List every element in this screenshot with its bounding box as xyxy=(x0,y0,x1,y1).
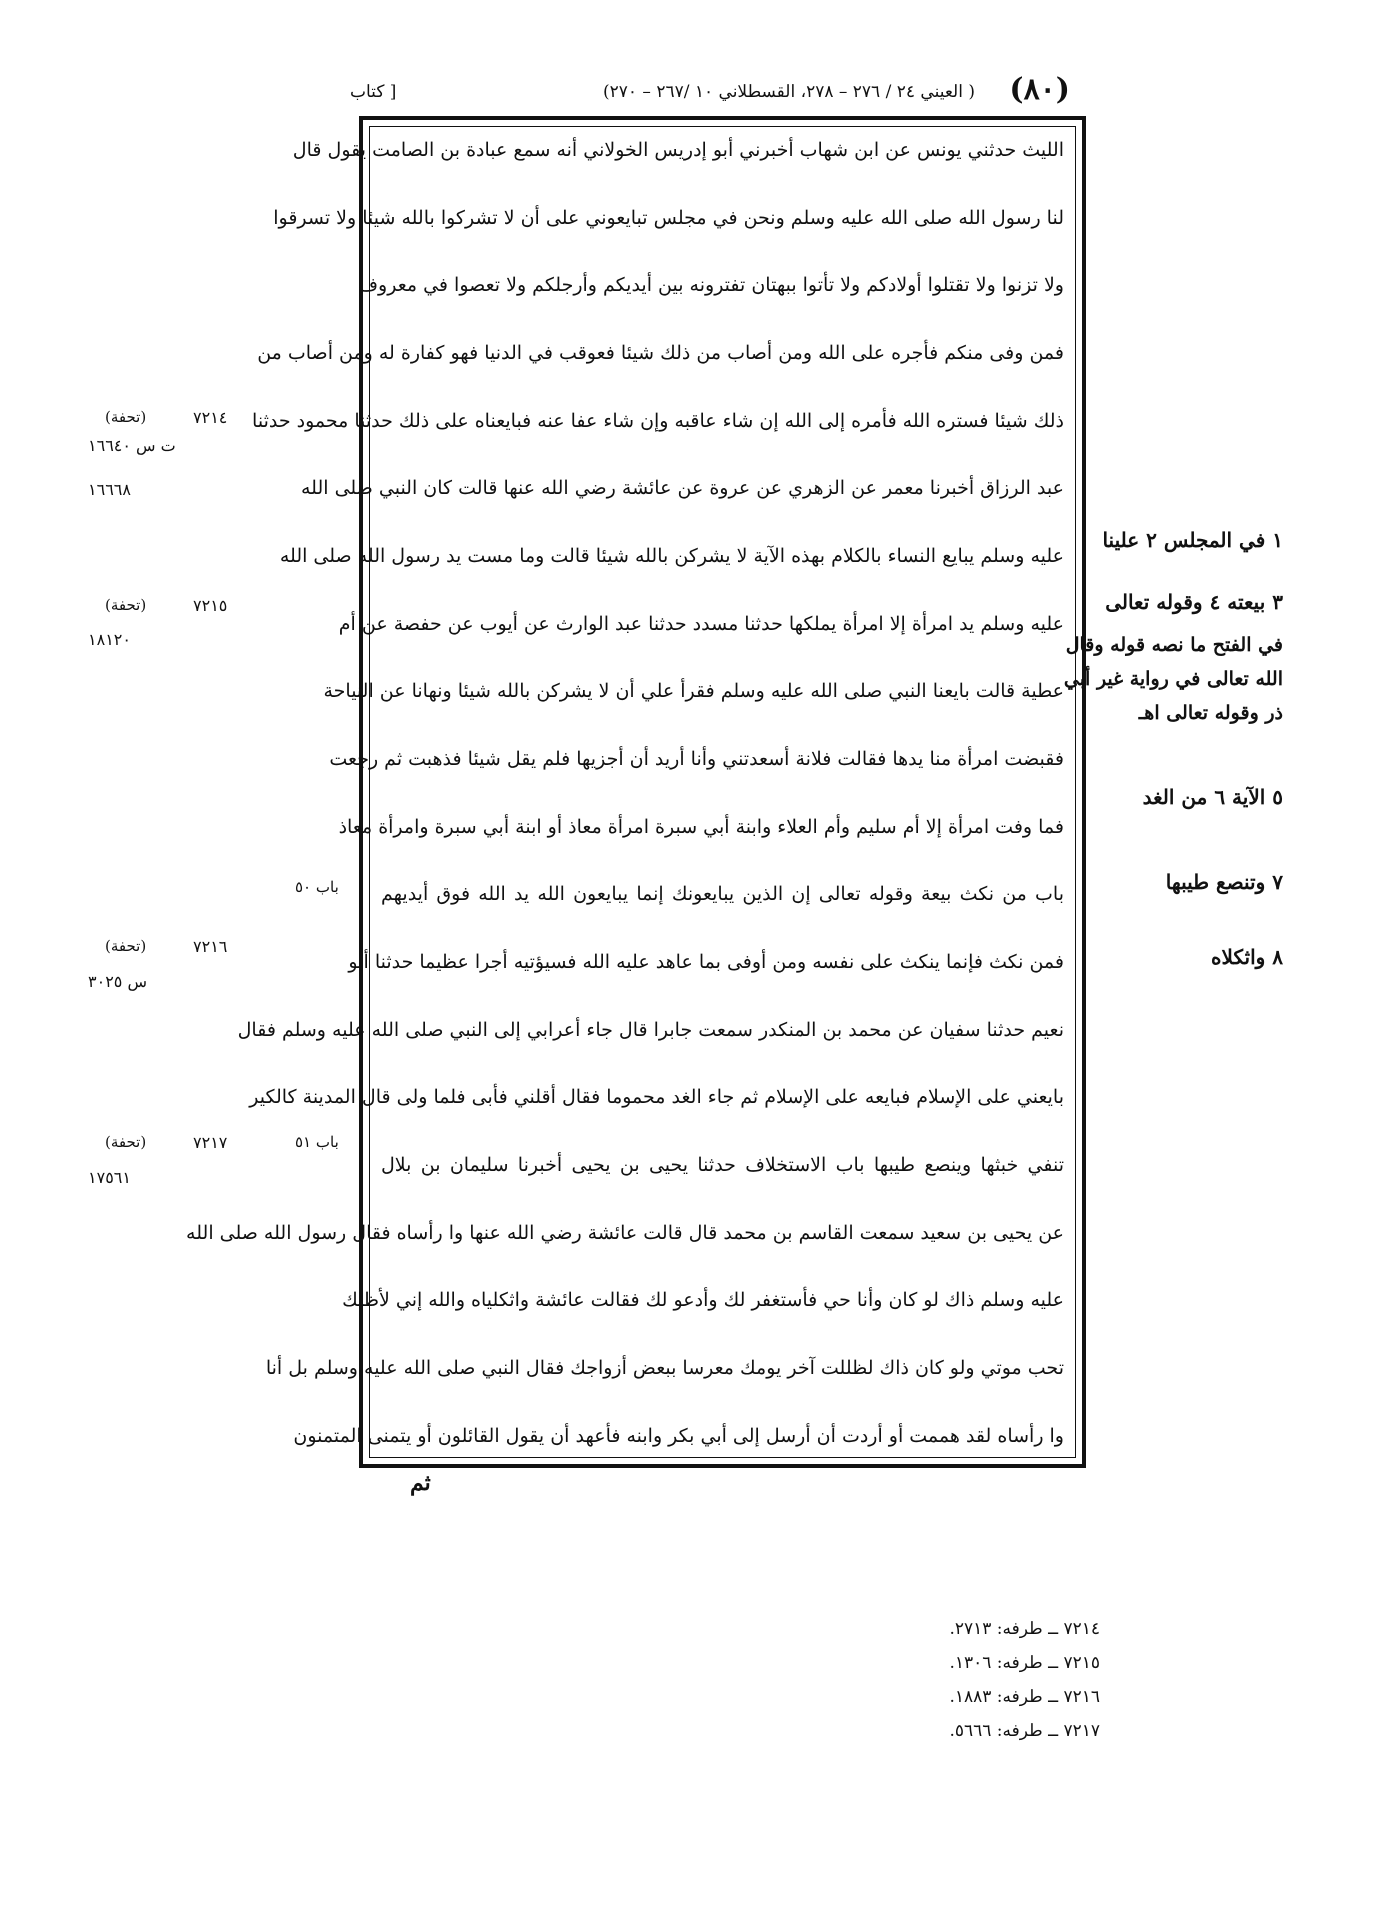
ref-number: ٧٢١٤ xyxy=(193,408,228,427)
text-line: نعيم حدثنا سفيان عن محمد بن المنكدر سمعت جابرا قال جاء أعرابي إلى النبي صلى الله عليه وسلم فقال xyxy=(237,1018,1064,1041)
ref-code: ١٨١٢٠ xyxy=(88,630,131,649)
text-line-bab-heading: باب من نكث بيعة وقوله تعالى إن الذين يبايعونك إنما يبايعون الله يد الله فوق أيديهم xyxy=(381,883,1064,906)
text-line: الليث حدثني يونس عن ابن شهاب أخبرني أبو إدريس الخولاني أنه سمع عبادة بن الصامت يقول قال xyxy=(292,139,1064,161)
text-line: فمن نكث فإنما ينكث على نفسه ومن أوفى بما عاهد عليه الله فسيؤتيه أجرا عظيما حدثنا أبو xyxy=(348,951,1064,974)
text-line: فقبضت امرأة منا يدها فقالت فلانة أسعدتني وأنا أريد أن أجزيها فلم يقل شيئا فذهبت ثم رجعت xyxy=(329,748,1064,771)
ref-label: (تحفة) xyxy=(105,937,147,955)
bab-label: باب ٥٠ xyxy=(295,878,339,896)
ref-label: (تحفة) xyxy=(105,408,147,426)
margin-note: ٣ بيعته ٤ وقوله تعالى xyxy=(1105,590,1283,614)
text-line: لنا رسول الله صلى الله عليه وسلم ونحن في مجلس تبايعوني على أن لا تشركوا بالله شيئا ولا تسرقوا xyxy=(273,206,1064,229)
text-line: عليه وسلم يبايع النساء بالكلام بهذه الآية لا يشركن بالله شيئا قالت وما مست يد رسول الله صلى الله xyxy=(279,545,1064,568)
header-kitab: [ كتاب xyxy=(350,82,397,102)
text-line: ذلك شيئا فستره الله فأمره إلى الله إن شاء عاقبه وإن شاء عفا عنه فبايعناه على ذلك حدثنا محمود حدثنا xyxy=(252,409,1064,432)
footnote: ٧٢١٧ ــ طرفه: ٥٦٦٦. xyxy=(949,1721,1100,1741)
footnote: ٧٢١٤ ــ طرفه: ٢٧١٣. xyxy=(949,1619,1100,1639)
ref-code: ١٧٥٦١ xyxy=(88,1168,131,1187)
text-line: فما وفت امرأة إلا أم سليم وأم العلاء وابنة أبي سبرة امرأة معاذ أو ابنة أبي سبرة وامرأة معاذ xyxy=(338,815,1064,838)
margin-note: ٧ وتنصع طيبها xyxy=(1165,870,1283,894)
margin-note-long: في الفتح ما نصه قوله وقال الله تعالى في رواية غير أبي ذر وقوله تعالى اهـ xyxy=(1063,634,1283,724)
footnotes xyxy=(880,1612,1100,1748)
ref-code: س ٣٠٢٥ xyxy=(88,972,147,991)
text-line: تحب موتي ولو كان ذاك لظللت آخر يومك معرسا ببعض أزواجك فقال النبي صلى الله عليه وسلم بل أنا xyxy=(265,1357,1064,1380)
ref-label: (تحفة) xyxy=(105,1133,147,1151)
margin-note: ٥ الآية ٦ من الغد xyxy=(1142,785,1283,809)
text-line: ولا تزنوا ولا تقتلوا أولادكم ولا تأتوا ببهتان تفترونه بين أيديكم وأرجلكم ولا تعصوا في معروف xyxy=(358,274,1064,297)
text-line: عن يحيى بن سعيد سمعت القاسم بن محمد قال قالت عائشة رضي الله عنها وا رأساه فقال رسول الله صلى الله xyxy=(186,1221,1064,1244)
header-reference: ( العيني ٢٤ / ٢٧٦ – ٢٧٨، القسطلاني ١٠ /٢٦٧ – ٢٧٠) xyxy=(602,82,975,102)
page-number: (٨٠) xyxy=(1009,72,1070,107)
ref-code: ت س ١٦٦٤٠ xyxy=(88,436,176,455)
text-line: وا رأساه لقد هممت أو أردت أن أرسل إلى أبي بكر وابنه فأعهد أن يقول القائلون أو يتمنى المتمنون xyxy=(293,1424,1064,1447)
ref-number: ٧٢١٧ xyxy=(193,1133,228,1152)
text-line: عليه وسلم ذاك لو كان وأنا حي فأستغفر لك وأدعو لك فقالت عائشة واثكلياه والله إني لأظنك xyxy=(342,1289,1064,1312)
text-line-bab-heading: تنفي خبثها وينصع طيبها باب الاستخلاف حدثنا يحيى بن يحيى أخبرنا سليمان بن بلال xyxy=(381,1154,1064,1177)
margin-note: ١ في المجلس ٢ علينا xyxy=(1102,528,1283,552)
ref-label: (تحفة) xyxy=(105,596,147,614)
text-line: بايعني على الإسلام فبايعه على الإسلام ثم جاء الغد محموما فقال أقلني فأبى فلما ولى قال المدينة كالكير xyxy=(249,1086,1064,1109)
text-line: فمن وفى منكم فأجره على الله ومن أصاب من ذلك شيئا فعوقب في الدنيا فهو كفارة له ومن أصاب من xyxy=(257,342,1064,365)
ref-code: ١٦٦٦٨ xyxy=(88,480,131,499)
ref-number: ٧٢١٦ xyxy=(193,937,228,956)
footnote: ٧٢١٥ ــ طرفه: ١٣٠٦. xyxy=(949,1653,1100,1673)
catchword: ثم xyxy=(410,1470,431,1496)
footnote: ٧٢١٦ ــ طرفه: ١٨٨٣. xyxy=(949,1687,1100,1707)
text-line: عليه وسلم يد امرأة إلا امرأة يملكها حدثنا مسدد حدثنا عبد الوارث عن أيوب عن حفصة عن أم xyxy=(338,612,1064,635)
bab-label: باب ٥١ xyxy=(295,1133,339,1151)
margin-note: ٨ واثكلاه xyxy=(1211,945,1283,969)
text-line: عطية قالت بايعنا النبي صلى الله عليه وسلم فقرأ علي أن لا يشركن بالله شيئا ونهانا عن النياحة xyxy=(323,680,1064,703)
text-line: عبد الرزاق أخبرنا معمر عن الزهري عن عروة عن عائشة رضي الله عنها قالت كان النبي صلى الله xyxy=(300,477,1064,500)
page-header xyxy=(350,72,1070,108)
ref-number: ٧٢١٥ xyxy=(193,596,228,615)
